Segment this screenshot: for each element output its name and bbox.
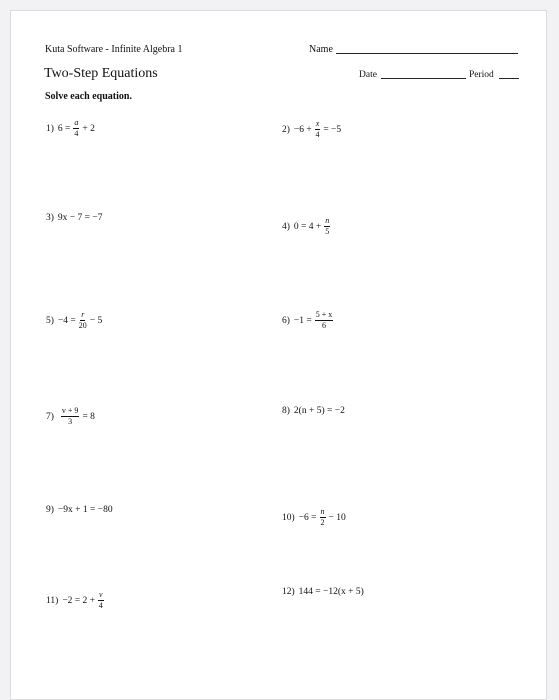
equation (294, 311, 336, 330)
equation-right: − 5 (89, 315, 103, 326)
denominator: 3 (68, 417, 73, 426)
problem-number: 10) (282, 512, 295, 523)
problem-6 (282, 311, 336, 330)
equation: 144 = −12(x + 5) (298, 587, 364, 597)
name-label: Name (309, 44, 333, 55)
equation (62, 591, 106, 610)
problem-9 (46, 505, 113, 515)
problem-number: 1) (46, 123, 54, 134)
numerator: n (320, 507, 325, 516)
numerator: 5 + x (315, 310, 333, 319)
problem-11 (46, 591, 107, 610)
denominator: 4 (98, 601, 103, 610)
problem-number: 7) (46, 411, 54, 422)
instruction-text: Solve each equation. (45, 91, 132, 102)
equation-right: = −5 (323, 124, 342, 135)
problem-number: 9) (46, 505, 54, 515)
equation (294, 217, 333, 236)
denominator: 4 (315, 130, 320, 139)
equation: −9x + 1 = −80 (57, 505, 113, 515)
fraction (79, 311, 87, 330)
fraction (98, 591, 104, 610)
fraction (315, 311, 334, 330)
problem-number: 11) (46, 595, 59, 606)
period-line (499, 78, 519, 79)
problem-12 (282, 587, 364, 597)
numerator: v (99, 590, 103, 599)
fraction (73, 119, 79, 138)
problem-2 (282, 120, 341, 139)
worksheet-page (10, 10, 547, 700)
fraction (61, 407, 80, 426)
name-line (336, 53, 518, 54)
numerator: x (315, 119, 320, 128)
numerator: v + 9 (61, 406, 79, 415)
equation (58, 311, 102, 330)
equation-left: −6 = (298, 512, 317, 523)
denominator: 6 (322, 321, 327, 330)
page-title: Two-Step Equations (44, 66, 158, 81)
denominator: 20 (78, 321, 87, 330)
problem-number: 8) (282, 406, 290, 416)
equation-right: = 8 (82, 411, 95, 422)
equation-right: + 2 (82, 123, 95, 134)
equation (58, 119, 95, 138)
problem-8 (282, 406, 345, 416)
equation-left: 0 = 4 + (293, 221, 322, 232)
denominator: 5 (325, 227, 330, 236)
problem-4 (282, 217, 333, 236)
denominator: 2 (320, 518, 325, 527)
period-label: Period (469, 70, 494, 80)
problem-number: 6) (282, 315, 290, 326)
problem-number: 4) (282, 221, 290, 232)
date-line (381, 78, 466, 79)
equation (294, 120, 341, 139)
equation-left: 6 = (57, 123, 71, 134)
equation: 9x − 7 = −7 (57, 213, 103, 223)
numerator: r (81, 310, 85, 319)
fraction (320, 508, 326, 527)
problem-5 (46, 311, 102, 330)
problem-10 (282, 508, 346, 527)
problem-number: 12) (282, 587, 295, 597)
denominator: 4 (74, 129, 79, 138)
fraction (315, 120, 321, 139)
problem-number: 3) (46, 213, 54, 223)
equation-right: − 10 (328, 512, 346, 523)
software-header: Kuta Software - Infinite Algebra 1 (45, 44, 183, 55)
equation: 2(n + 5) = −2 (293, 406, 345, 416)
equation-left: −2 = 2 + (62, 595, 96, 606)
problem-number: 5) (46, 315, 54, 326)
fraction (324, 217, 330, 236)
problem-number: 2) (282, 124, 290, 135)
equation (58, 407, 95, 426)
equation-left: −4 = (57, 315, 76, 326)
numerator: n (325, 216, 330, 225)
equation (299, 508, 346, 527)
problem-3 (46, 213, 103, 223)
equation-left: −1 = (293, 315, 312, 326)
problem-1 (46, 119, 95, 138)
equation-left: −6 + (293, 124, 312, 135)
numerator: a (74, 118, 79, 127)
date-label: Date (359, 70, 377, 80)
problem-7 (46, 407, 95, 426)
